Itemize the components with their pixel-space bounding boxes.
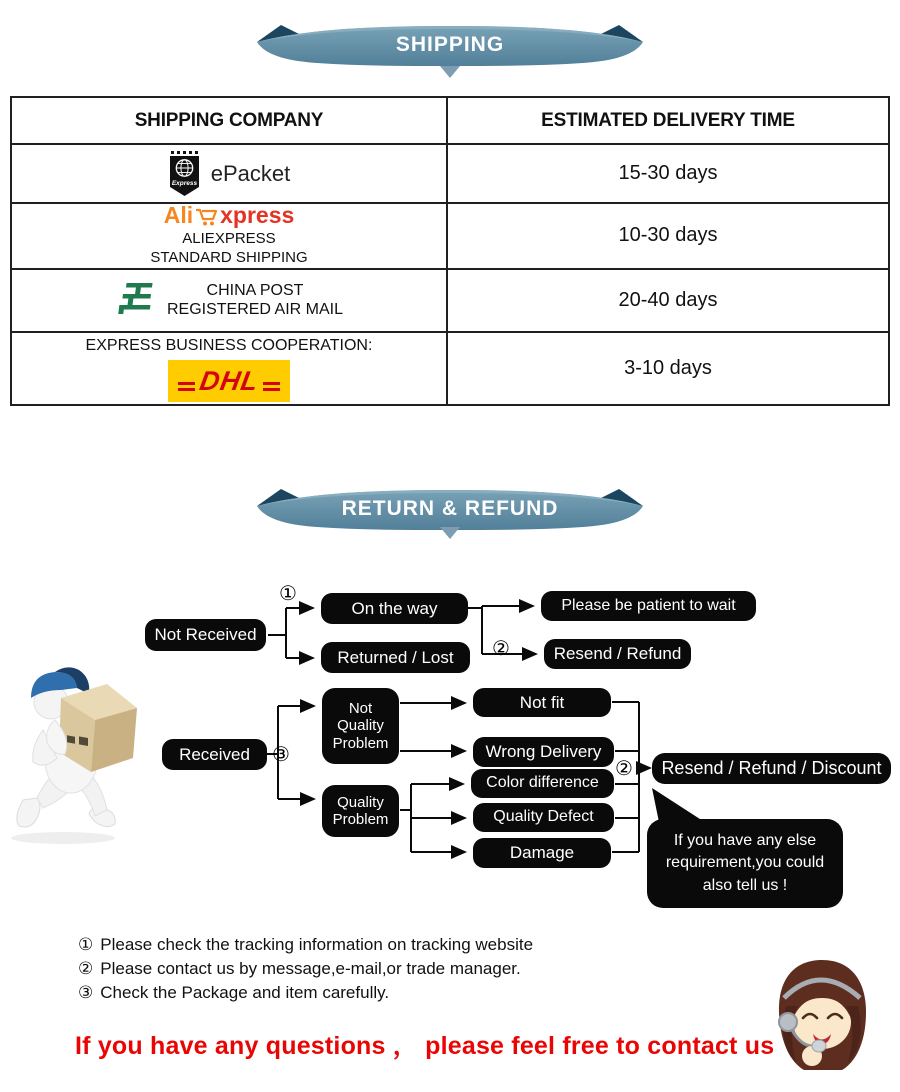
dhl-stripes-left (178, 382, 195, 391)
delivery-time: 15-30 days (448, 145, 888, 204)
flow-box-returned-lost: Returned / Lost (321, 642, 470, 673)
delivery-time: 20-40 days (448, 269, 888, 333)
flow-box-damage: Damage (473, 838, 611, 868)
carrier-name: ePacket (210, 160, 291, 186)
chevron-down-icon (440, 527, 460, 539)
flow-box-please-be-patient: Please be patient to wait (541, 591, 756, 621)
flow-box-color-difference: Color difference (471, 769, 614, 798)
dhl-stripes-right (263, 382, 280, 391)
flow-box-received: Received (162, 739, 267, 770)
note-number: ② (78, 959, 94, 978)
express-cooperation-label: EXPRESS BUSINESS COOPERATION: (85, 337, 373, 354)
speech-bubble-line: also tell us ! (702, 876, 788, 894)
carrier-name-line1: CHINA POST (206, 281, 304, 299)
carrier-name-line2: STANDARD SHIPPING (150, 248, 308, 266)
note-number: ③ (78, 983, 94, 1002)
aliexpress-logo (164, 204, 295, 227)
step-mark-2: ② (492, 638, 510, 660)
aliexpress-logo-ali: Ali (163, 202, 194, 228)
flow-box-not-fit: Not fit (473, 688, 611, 717)
flow-box-not-quality-problem (322, 688, 399, 764)
delivery-time: 3-10 days (624, 357, 712, 379)
contact-us-message: If you have any questions ， please feel free to contact us (75, 1032, 775, 1060)
flow-box-quality-defect: Quality Defect (473, 803, 614, 832)
carrier-name-line1: ALIEXPRESS (182, 230, 276, 247)
note-text: Please check the tracking information on tracking website (100, 935, 534, 954)
note-row (78, 983, 389, 1003)
speech-bubble-line: requirement,you could (665, 854, 825, 872)
note-number: ① (78, 935, 94, 954)
table-row (12, 269, 888, 333)
table-row (12, 145, 888, 204)
note-text: Check the Package and item carefully. (100, 983, 390, 1002)
speech-bubble (647, 819, 843, 908)
dhl-logo-text: DHL (197, 365, 261, 396)
table-row (12, 333, 888, 404)
flow-box-line: Quality (337, 717, 384, 735)
china-post-logo-icon (115, 280, 157, 320)
carrier-name-line2: REGISTERED AIR MAIL (166, 301, 344, 318)
delivery-time: 10-30 days (448, 204, 888, 270)
shipping-banner (255, 20, 645, 68)
delivery-man-image (3, 650, 145, 848)
flow-box-not-received: Not Received (145, 619, 266, 651)
step-mark-2b: ② (615, 758, 633, 780)
flow-box-quality-problem (322, 785, 399, 837)
flow-box-line: Problem (332, 811, 389, 828)
flow-box-resend-refund: Resend / Refund (544, 639, 691, 669)
chevron-down-icon (440, 66, 460, 78)
step-mark-1: ① (279, 583, 297, 605)
col-header-delivery-time: ESTIMATED DELIVERY TIME (448, 98, 888, 145)
table-header-row (12, 98, 888, 145)
note-row (78, 959, 521, 979)
speech-bubble-line: If you have any else (673, 831, 817, 849)
dhl-logo (168, 360, 290, 402)
flow-box-wrong-delivery: Wrong Delivery (473, 737, 614, 767)
return-refund-banner (255, 484, 645, 532)
aliexpress-logo-xpress: xpress (220, 202, 295, 228)
shipping-table (10, 96, 890, 406)
cart-icon (194, 205, 219, 227)
support-agent-image (770, 956, 876, 1090)
svg-text:Express: Express (171, 179, 197, 187)
col-header-shipping-company: SHIPPING COMPANY (12, 98, 448, 145)
note-text: Please contact us by message,e-mail,or trade manager. (100, 959, 521, 978)
note-row (78, 935, 533, 955)
flow-box-line: Not (348, 700, 373, 718)
flow-box-resend-refund-discount: Resend / Refund / Discount (652, 753, 891, 784)
return-refund-banner-title: RETURN & REFUND (341, 497, 559, 520)
table-row (12, 204, 888, 269)
flow-box-on-the-way: On the way (321, 593, 468, 624)
flow-box-line: Problem (332, 734, 389, 752)
shipping-banner-title: SHIPPING (395, 33, 505, 56)
epacket-logo-icon (168, 151, 201, 197)
flow-box-line: Quality (337, 793, 384, 811)
step-mark-3: ③ (272, 744, 290, 766)
